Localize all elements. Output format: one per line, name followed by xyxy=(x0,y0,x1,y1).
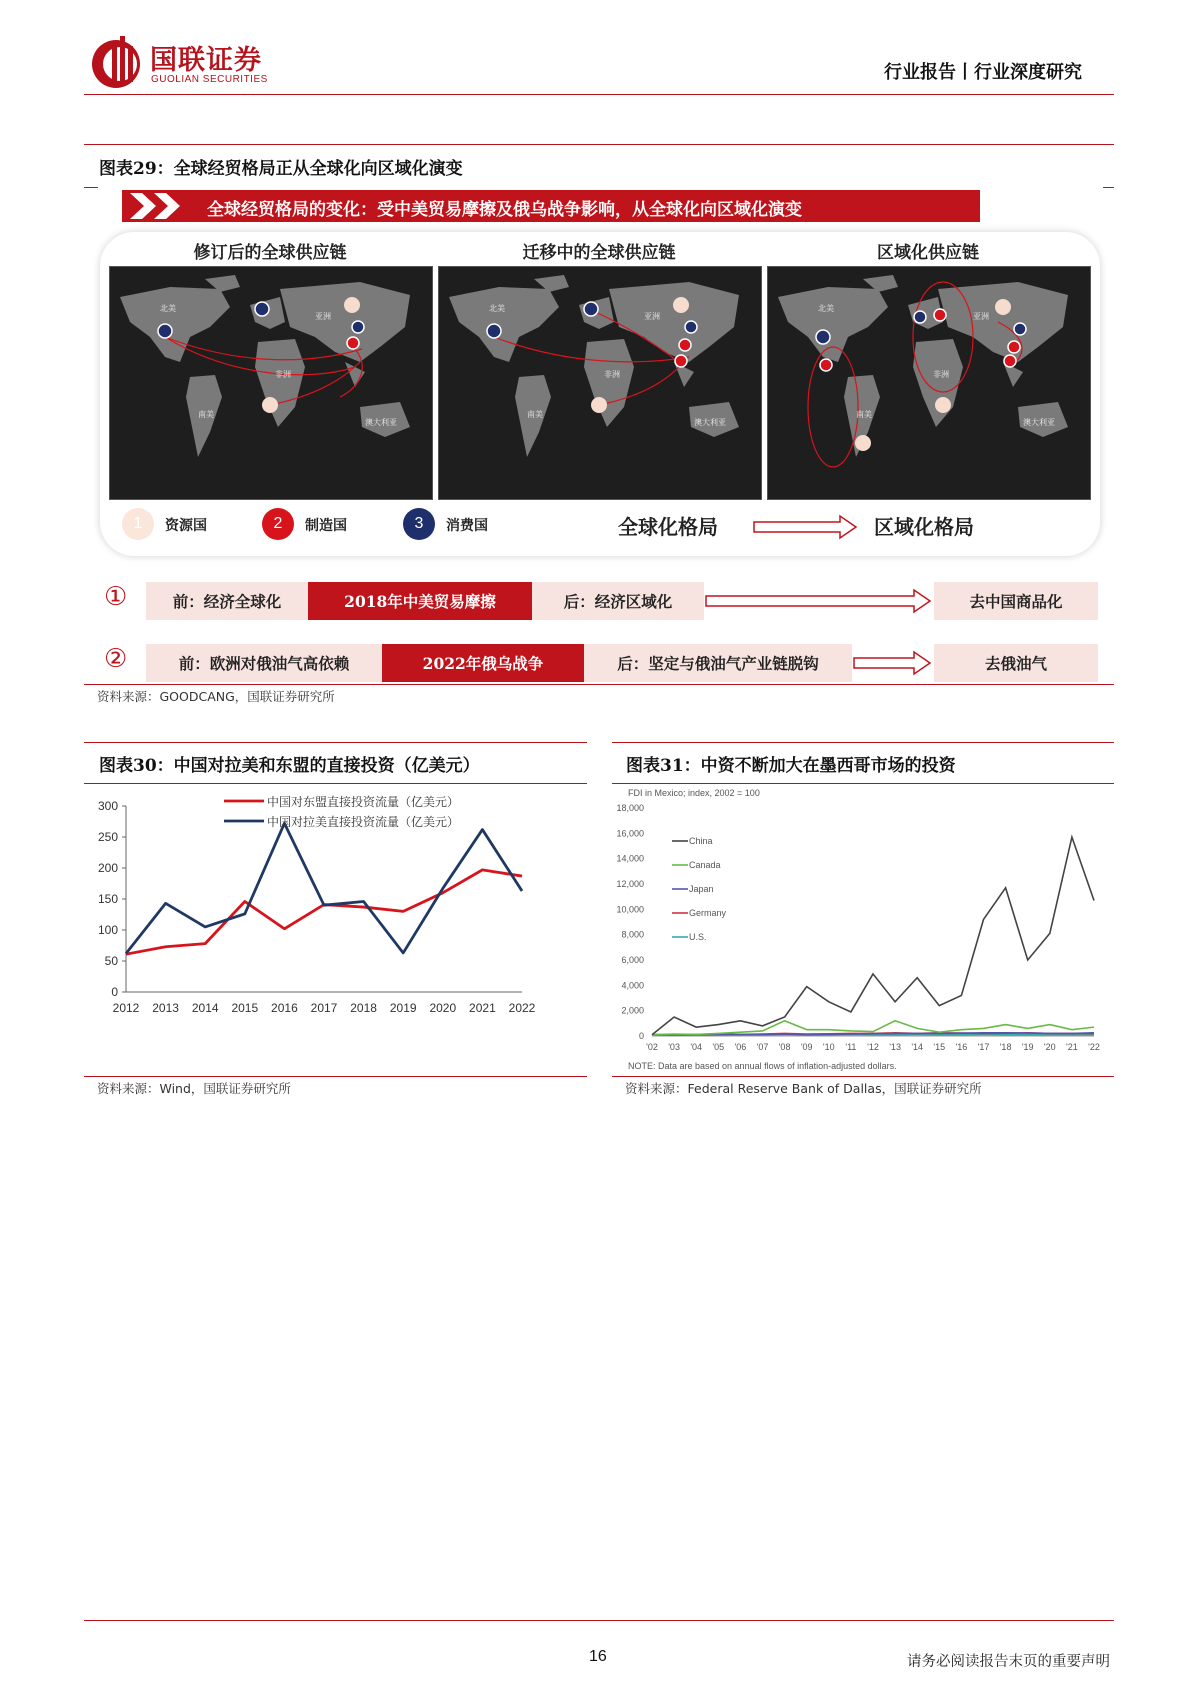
fig29-top-rule xyxy=(84,144,1114,145)
x-tick-label: 2014 xyxy=(191,1001,219,1015)
x-tick-label: 2022 xyxy=(508,1001,536,1015)
fig30-chart xyxy=(84,786,587,1076)
fig29-banner xyxy=(122,190,980,222)
map-label-asia: 亚洲 xyxy=(315,312,331,321)
legend-label: U.S. xyxy=(689,932,707,942)
x-tick-label: '13 xyxy=(889,1042,901,1052)
map-label-south-america: 南美 xyxy=(198,410,214,419)
legend-manufacture-dot: 2 xyxy=(262,508,294,540)
y-tick-label: 200 xyxy=(97,861,118,875)
x-tick-label: '06 xyxy=(734,1042,747,1052)
arrow-right-icon xyxy=(852,650,934,676)
x-tick-label: '04 xyxy=(690,1042,703,1052)
fig29-source: 资料来源：GOODCANG，国联证券研究所 xyxy=(97,689,335,704)
row1-result: 去中国商品化 xyxy=(934,582,1098,620)
x-tick-label: 2013 xyxy=(152,1001,179,1015)
y-tick-label: 250 xyxy=(97,830,118,844)
fig31-title-rule xyxy=(612,783,1114,784)
x-tick-label: '18 xyxy=(999,1042,1012,1052)
fig31-top-rule xyxy=(612,742,1114,743)
map-label-south-america: 南美 xyxy=(527,410,543,419)
x-tick-label: '02 xyxy=(646,1042,658,1052)
fig31-bottom-rule xyxy=(612,1076,1114,1077)
panel-title-regional: 区域化供应链 xyxy=(877,243,979,263)
x-tick-label: 2015 xyxy=(231,1001,259,1015)
legend-label: Japan xyxy=(689,884,714,894)
map-label-africa: 非洲 xyxy=(604,370,620,379)
row2-result: 去俄油气 xyxy=(934,644,1098,682)
fig30-bottom-rule xyxy=(84,1076,587,1077)
panel-title-revised: 修订后的全球供应链 xyxy=(193,243,347,263)
chart-subtitle: FDI in Mexico; index, 2002 = 100 xyxy=(628,788,760,798)
map-label-north-america: 北美 xyxy=(818,304,834,313)
disclaimer-note: 请务必阅读报告末页的重要声明 xyxy=(907,1654,1110,1670)
page-number: 16 xyxy=(589,1648,607,1665)
fig31-title: 图表31：中资不断加大在墨西哥市场的投资 xyxy=(626,756,956,776)
report-category: 行业报告丨行业深度研究 xyxy=(884,62,1082,83)
map-label-south-america: 南美 xyxy=(856,410,872,419)
logo xyxy=(90,34,310,90)
fig30-title-rule xyxy=(84,783,587,784)
legend-consumer-dot: 3 xyxy=(403,508,435,540)
fig30-source: 资料来源：Wind，国联证券研究所 xyxy=(97,1081,291,1096)
fig29-title-rule-right xyxy=(1103,187,1114,188)
x-tick-label: '03 xyxy=(668,1042,680,1052)
map-label-africa: 非洲 xyxy=(275,370,291,379)
x-tick-label: 2020 xyxy=(429,1001,457,1015)
fig30-top-rule xyxy=(84,742,587,743)
x-tick-label: 2016 xyxy=(271,1001,298,1015)
y-tick-label: 4,000 xyxy=(621,980,644,991)
legend-label: Germany xyxy=(689,908,727,918)
fig29-title-rule xyxy=(84,187,98,188)
series-line-1 xyxy=(126,823,522,953)
map-regional xyxy=(767,266,1091,500)
y-tick-label: 12,000 xyxy=(616,879,644,889)
map-label-africa: 非洲 xyxy=(933,370,949,379)
y-tick-label: 150 xyxy=(97,892,118,906)
arrow-right-icon xyxy=(704,588,934,614)
chevron-right-icon xyxy=(128,193,188,219)
footer-rule xyxy=(84,1620,1114,1621)
flow-from: 全球化格局 xyxy=(618,515,718,539)
x-tick-label: '19 xyxy=(1021,1042,1034,1052)
y-tick-label: 6,000 xyxy=(621,955,644,965)
chart-note: NOTE: Data are based on annual flows of inflation-adjusted dollars. xyxy=(628,1061,897,1071)
map-label-asia: 亚洲 xyxy=(973,312,989,321)
x-tick-label: '07 xyxy=(756,1042,769,1052)
fig29-title: 图表29：全球经贸格局正从全球化向区域化演变 xyxy=(99,159,463,179)
x-tick-label: '11 xyxy=(845,1042,857,1052)
series-line-0 xyxy=(126,870,522,954)
y-tick-label: 16,000 xyxy=(616,828,644,839)
map-label-north-america: 北美 xyxy=(160,304,176,313)
y-tick-label: 8,000 xyxy=(621,929,644,940)
map-label-australia: 澳大利亚 xyxy=(365,418,397,427)
y-tick-label: 300 xyxy=(97,799,118,813)
fig31-source: 资料来源：Federal Reserve Bank of Dallas，国联证券研究所 xyxy=(625,1081,982,1096)
row2-num: ② xyxy=(104,644,128,674)
y-tick-label: 14,000 xyxy=(616,853,644,864)
y-tick-label: 0 xyxy=(111,985,118,999)
y-tick-label: 10,000 xyxy=(616,904,644,915)
legend-label: Canada xyxy=(689,860,721,870)
legend-manufacture: 制造国 xyxy=(305,518,347,534)
logo-cn: 国联证券 xyxy=(150,45,262,76)
y-tick-label: 2,000 xyxy=(621,1005,644,1016)
row1-before: 前：经济全球化 xyxy=(146,582,308,620)
x-tick-label: '08 xyxy=(778,1042,791,1052)
x-tick-label: 2019 xyxy=(389,1001,417,1015)
panel-title-migrating: 迁移中的全球供应链 xyxy=(522,243,676,263)
x-tick-label: 2021 xyxy=(469,1001,496,1015)
logo-en: GUOLIAN SECURITIES xyxy=(151,74,268,85)
fig29-bottom-rule xyxy=(84,684,1114,685)
legend-consumer: 消费国 xyxy=(446,518,488,534)
row2-event: 2022年俄乌战争 xyxy=(382,644,584,682)
map-label-north-america: 北美 xyxy=(489,304,505,313)
legend-label: 中国对东盟直接投资流量（亿美元） xyxy=(267,795,460,809)
logo-mark-icon xyxy=(90,34,142,90)
fig30-title: 图表30：中国对拉美和东盟的直接投资（亿美元） xyxy=(99,756,480,776)
legend-label: China xyxy=(689,836,713,846)
x-tick-label: '05 xyxy=(712,1042,725,1052)
x-tick-label: '09 xyxy=(800,1042,813,1052)
arrow-right-icon xyxy=(752,514,860,540)
map-migrating xyxy=(438,266,762,500)
x-tick-label: '12 xyxy=(867,1042,879,1052)
map-revised xyxy=(109,266,433,500)
x-tick-label: '20 xyxy=(1043,1042,1056,1052)
map-label-australia: 澳大利亚 xyxy=(694,418,726,427)
legend-resource: 资源国 xyxy=(165,518,207,534)
y-tick-label: 50 xyxy=(104,954,118,968)
x-tick-label: '16 xyxy=(955,1042,968,1052)
map-label-asia: 亚洲 xyxy=(644,312,660,321)
x-tick-label: 2012 xyxy=(112,1001,140,1015)
legend-resource-dot: 1 xyxy=(122,508,154,540)
y-tick-label: 18,000 xyxy=(616,803,644,813)
header-rule xyxy=(84,94,1114,95)
row1-num: ① xyxy=(104,582,128,612)
y-tick-label: 0 xyxy=(638,1031,644,1041)
x-tick-label: '15 xyxy=(933,1042,946,1052)
x-tick-label: '17 xyxy=(977,1042,990,1052)
y-tick-label: 100 xyxy=(97,923,118,937)
x-tick-label: 2018 xyxy=(350,1001,377,1015)
x-tick-label: '14 xyxy=(911,1042,924,1052)
row1-event: 2018年中美贸易摩擦 xyxy=(308,582,532,620)
row2-before: 前：欧洲对俄油气高依赖 xyxy=(146,644,382,682)
fig29-banner-text: 全球经贸格局的变化：受中美贸易摩擦及俄乌战争影响，从全球化向区域化演变 xyxy=(207,200,802,220)
row2-after: 后：坚定与俄油气产业链脱钩 xyxy=(584,644,852,682)
x-tick-label: 2017 xyxy=(310,1001,338,1015)
row1-after: 后：经济区域化 xyxy=(532,582,704,620)
flow-to: 区域化格局 xyxy=(874,515,974,539)
map-label-australia: 澳大利亚 xyxy=(1023,418,1055,427)
x-tick-label: '10 xyxy=(822,1042,835,1052)
x-tick-label: '21 xyxy=(1066,1042,1078,1052)
fig31-chart xyxy=(612,786,1114,1076)
legend-label: 中国对拉美直接投资流量（亿美元） xyxy=(267,815,460,829)
x-tick-label: '22 xyxy=(1088,1042,1100,1052)
